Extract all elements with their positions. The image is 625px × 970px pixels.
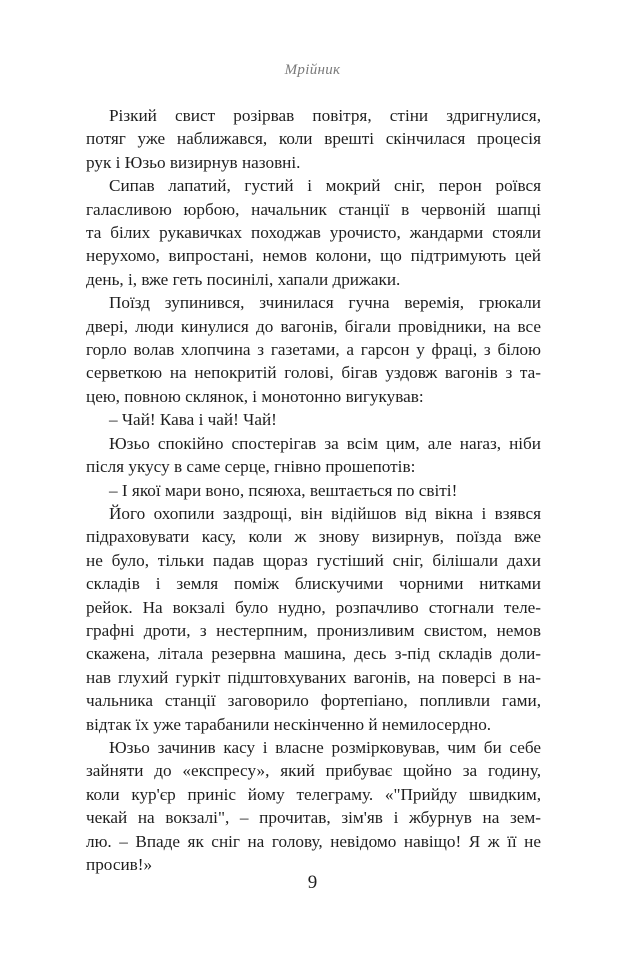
text-line: складів і земля поміж блискучими чорними нитками bbox=[86, 574, 541, 594]
text-line: Сипав лапатий, густий і мокрий сніг, перон роївся bbox=[109, 176, 541, 196]
text-line: цею, повною склянок, і монотонно вигукував: bbox=[86, 386, 424, 406]
text-line: чекай на вокзалі", – прочитав, зім'яв і жбурнув на зем- bbox=[86, 808, 541, 828]
text-line: не було, тільки падав щораз густіший сніг, білішали дахи bbox=[86, 550, 541, 570]
text-line: Його охопили заздрощі, він відійшов від вікна і взявся bbox=[109, 503, 541, 523]
text-line: рейок. На вокзалі було нудно, розпачливо стогнали теле- bbox=[86, 597, 541, 617]
text-line: зайняти до «експресу», який прибуває щойно за годину, bbox=[86, 761, 541, 781]
text-line: – Чай! Кава і чай! Чай! bbox=[109, 410, 277, 430]
text-line: Юзьо спокійно спостерігав за всім цим, але наraз, ніби bbox=[109, 433, 541, 453]
text-line: після укусу в саме серце, гнівно прошепотів: bbox=[86, 457, 416, 477]
text-line: Юзьо зачинив касу і власне розмірковував, чим би себе bbox=[109, 737, 541, 757]
text-line: галасливою юрбою, начальник станції в червоній шапці bbox=[86, 199, 541, 219]
running-head: Мрійник bbox=[284, 62, 341, 78]
text-line: двері, люди кинулися до вагонів, бігали провідники, на все bbox=[86, 316, 541, 336]
page-number: 9 bbox=[307, 872, 318, 893]
text-line: графні дроти, з нестерпним, пронизливим свистом, немов bbox=[86, 620, 541, 640]
text-line: просив!» bbox=[86, 855, 153, 874]
text-line: потяг уже наближався, коли врешті скінчилася процесія bbox=[86, 129, 541, 149]
text-line: рук і Юзьо визирнув назовні. bbox=[86, 152, 301, 172]
text-line: – І якої мари воно, псяюха, вештається по світі! bbox=[109, 480, 458, 500]
text-line: коли кур'єр приніс йому телеграму. «"Прийду швидким, bbox=[86, 784, 541, 804]
text-line: Поїзд зупинився, зчинилася гучна веремія, грюкали bbox=[109, 293, 541, 313]
text-line: та білих рукавичках походжав урочисто, жандарми стояли bbox=[86, 223, 541, 243]
text-line: день, і, вже геть посинілі, хапали дрижаки. bbox=[86, 269, 401, 289]
text-line: нав глухий гуркіт підштовхуваних вагонів, на поверсі в на- bbox=[86, 667, 541, 687]
text-line: підраховувати касу, коли ж знову визирнув, поїзда вже bbox=[86, 527, 541, 547]
text-line: горло волав хлопчина з газетами, а гарсон у фраці, з білою bbox=[86, 340, 541, 360]
text-line: серветкою на непокритій голові, бігав уздовж вагонів з та- bbox=[86, 363, 541, 383]
text-line: лю. – Впаде як сніг на голову, невідомо навіщо! Я ж її не bbox=[86, 831, 541, 851]
text-line: відтак їх уже тарабанили нескінченно й немилосердно. bbox=[86, 714, 492, 734]
text-line: нерухомо, випростані, немов колони, що підтримують цей bbox=[86, 246, 541, 266]
text-line: чальника станції заговорило фортепіано, попливли гами, bbox=[86, 691, 541, 711]
text-line: скажена, літала резервна машина, десь з-під складів доли- bbox=[86, 644, 541, 664]
text-line: Різкий свист розірвав повітря, стіни здригнулися, bbox=[109, 106, 541, 125]
body-text bbox=[86, 104, 541, 876]
